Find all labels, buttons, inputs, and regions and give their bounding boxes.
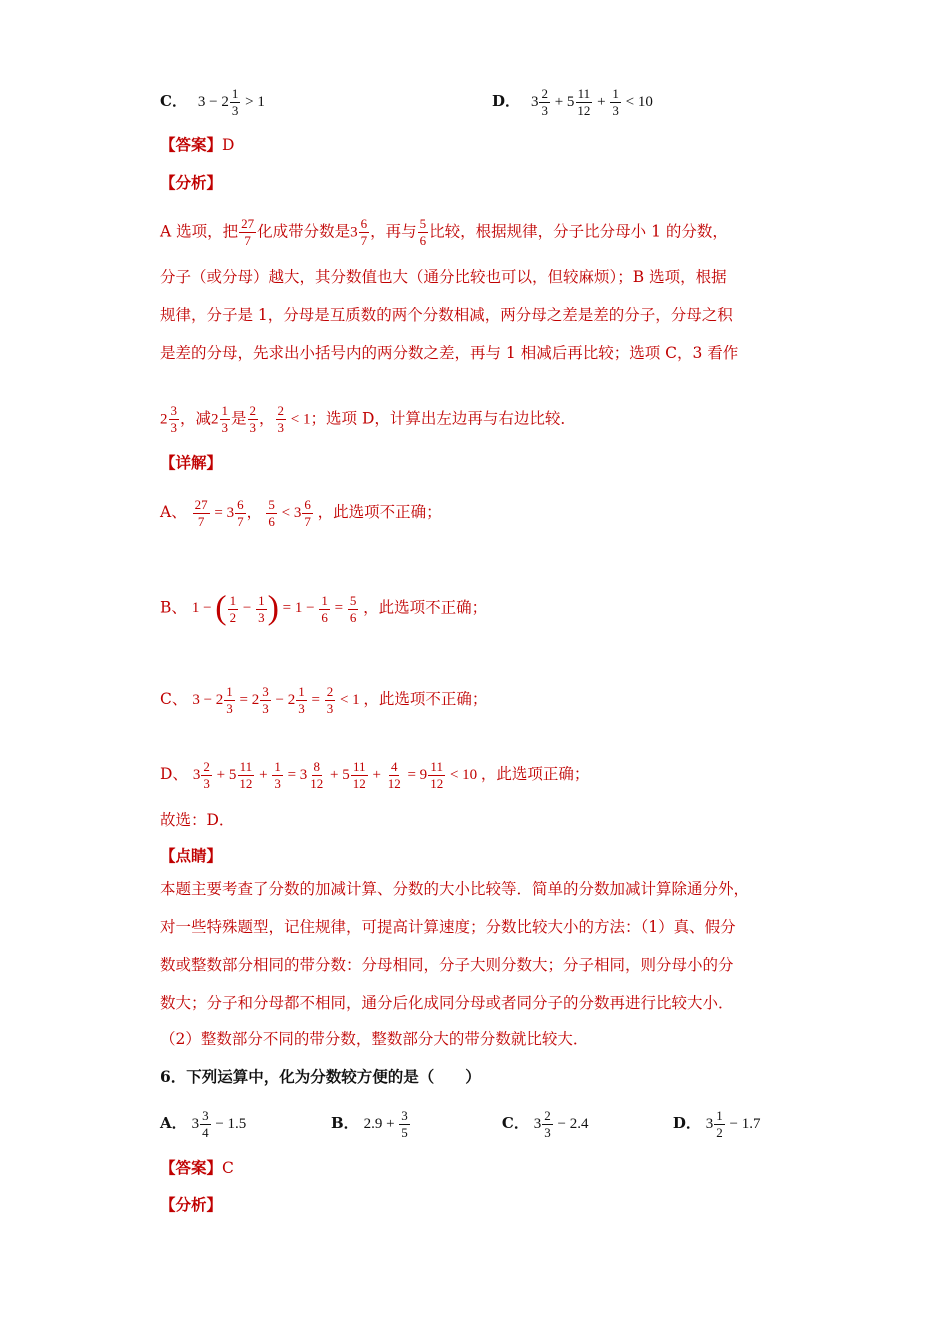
fraction: $\frac{2}{3}$: [277, 403, 285, 435]
tips-line-5: （2）整数部分不同的带分数，整数部分大的带分数就比较大．: [160, 1030, 589, 1048]
tips-line-2: 对一些特殊题型，记住规律，可提高计算速度；分数比较大小的方法：（1）真、假分: [160, 918, 736, 936]
option-b: B． 2.9 + $\frac{3}{5}$: [330, 1108, 408, 1140]
analysis-heading: 【分析】: [160, 173, 223, 192]
question-options: [160, 1108, 839, 1141]
option-c: C． 3 $\frac{2}{3}$ − 2.4: [501, 1108, 589, 1140]
fraction: $\frac{3}{3}$: [170, 403, 177, 435]
prev-option-d: D． 3 $\frac{2}{3}$ + 5 $\frac{11}{12}$ + $\frac{1}{3}$ < 10: [492, 86, 653, 118]
answer-heading: 【答案】: [160, 135, 223, 154]
detail-heading: 【详解】: [160, 453, 223, 472]
question-stem: 6．下列运算中，化为分数较方便的是（ ）: [160, 1067, 481, 1086]
detail-item-a: A、 $\frac{27}{7}$ = 3 $\frac{6}{7}$ ， $\frac{5}{6}$ < 3 $\frac{6}{7}$ ，此选项不正确；: [160, 497, 442, 529]
option-a: A． 3 $\frac{3}{4}$ − 1.5: [160, 1108, 247, 1140]
analysis-paragraph-line-2: 分子（或分母）越大，其分数值也大（通分比较也可以，但较麻烦）；B 选项，根据: [160, 268, 727, 286]
analysis-heading: 【分析】: [160, 1195, 223, 1214]
tips-line-3: 数或整数部分相同的带分数：分母相同，分子大则分数大；分子相同，则分母小的分: [160, 956, 734, 974]
analysis-paragraph-line-1: A 选项，把 $\frac{27}{7}$ 化成带分数是3 $\frac{6}{7}$ ，再与 $\frac{5}{6}$ 比较，根据规律，分子比分母小 1 的分数，: [160, 216, 728, 248]
prev-option-c: C． 3 − 2 $\frac{1}{3}$ > 1: [160, 86, 265, 118]
tips-heading: 【点睛】: [160, 846, 223, 865]
option-label: D．: [492, 91, 521, 110]
fraction: $\frac{2}{3}$: [541, 86, 548, 118]
analysis-paragraph-line-3: 规律，分子是 1，分母是互质数的两个分数相减，两分母之差是差的分子，分母之积: [160, 306, 733, 324]
fraction: $\frac{6}{7}$: [360, 216, 368, 248]
answer-line: 【答案】C: [160, 1158, 234, 1177]
answer-line: [160, 134, 234, 156]
fraction: $\frac{11}{12}$: [577, 86, 591, 118]
fraction: $\frac{1}{3}$: [221, 403, 229, 435]
tips-line-1: 本题主要考查了分数的加减计算、分数的大小比较等．简单的分数加减计算除通分外，: [160, 880, 750, 898]
option-label: C．: [160, 91, 187, 110]
fraction: $\frac{1}{3}$: [612, 86, 619, 118]
fraction: $\frac{2}{3}$: [249, 403, 257, 435]
analysis-paragraph-line-5: 2 $\frac{3}{3}$ ，减2 $\frac{1}{3}$ 是 $\frac{2}{3}$ ， $\frac{2}{3}$ < 1；选项 D，计算出左边再与右边比较．: [160, 403, 576, 435]
answer-value: D: [222, 136, 235, 154]
detail-item-d: D、 3 $\frac{2}{3}$ + 5 $\frac{11}{12}$ + $\frac{1}{3}$ = 3 $\frac{8}{12}$ + 5 $\frac{11}{12}$ + $\frac{4}{12}$ = 9 $\frac{11}{12}$ < 10 ，此选项正确；: [160, 759, 590, 791]
option-d: D． 3 $\frac{1}{2}$ − 1.7: [672, 1108, 761, 1140]
fraction: $\frac{5}{6}$: [419, 216, 427, 248]
detail-item-b: B、 1 − ( $\frac{1}{2}$ − $\frac{1}{3}$ ) = 1 − $\frac{1}{6}$ = $\frac{5}{6}$ ，此选项不正确；: [160, 590, 488, 627]
detail-choice: 故选：D．: [160, 811, 235, 829]
detail-item-c: C、 3 − 2 $\frac{1}{3}$ = 2 $\frac{3}{3}$ − 2 $\frac{1}{3}$ = $\frac{2}{3}$ < 1 ，此选项不正确；: [160, 684, 488, 716]
analysis-paragraph-line-4: 是差的分母，先求出小括号内的两分数之差，再与 1 相减后再比较；选项 C，3 看作: [160, 344, 739, 362]
fraction: $\frac{1}{3}$: [231, 86, 239, 118]
fraction: $\frac{27}{7}$: [241, 216, 255, 248]
tips-line-4: 数大；分子和分母都不相同，通分后化成同分母或者同分子的分数再进行比较大小．: [160, 994, 734, 1012]
